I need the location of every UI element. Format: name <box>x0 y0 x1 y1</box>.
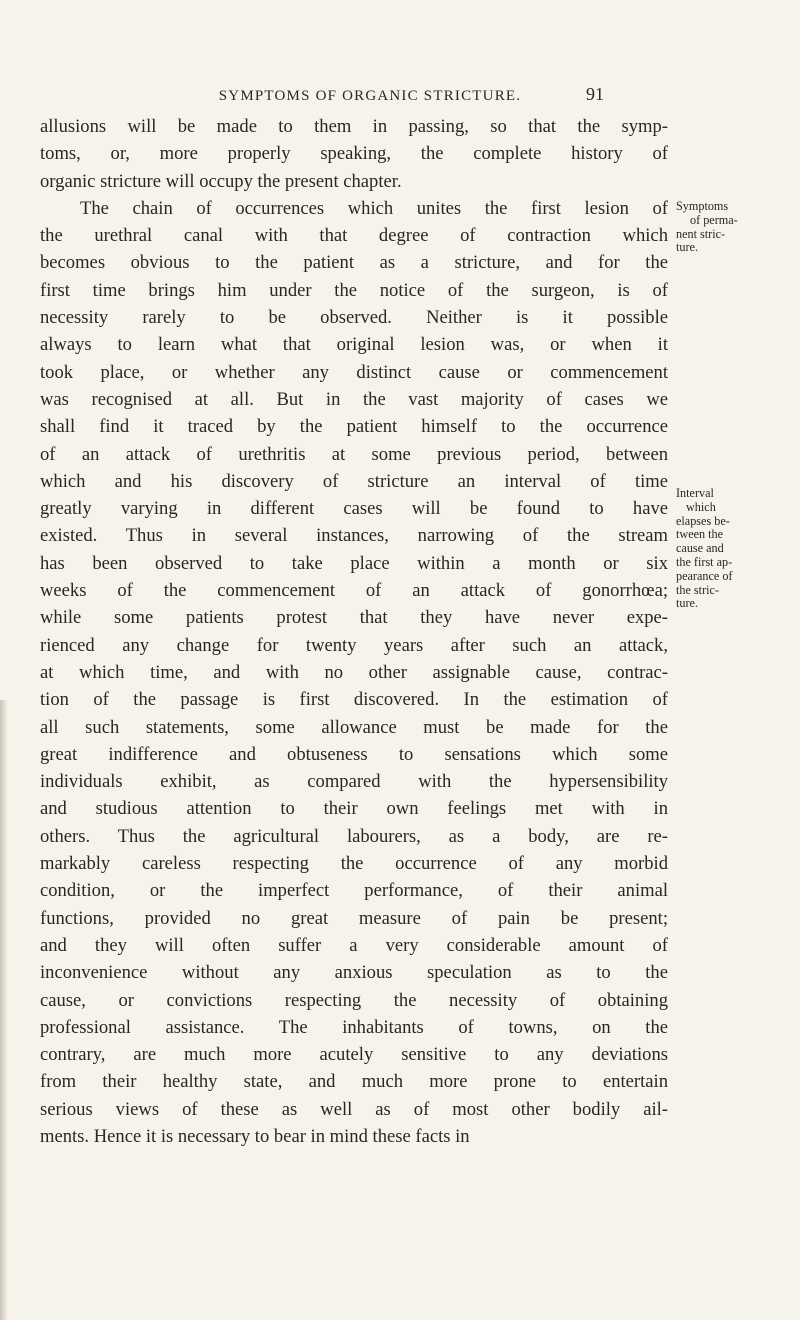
text-line: great indifference and obtuseness to sensations which some <box>40 743 668 765</box>
text-line: functions, provided no great measure of pain be present; <box>40 907 668 929</box>
text-line: ments. Hence it is necessary to bear in mind these facts in <box>40 1125 470 1147</box>
text-line: always to learn what that original lesion was, or when it <box>40 334 668 356</box>
sidenote-line: Interval <box>676 486 714 500</box>
text-line: at which time, and with no other assignable cause, contrac- <box>40 661 668 683</box>
text-line: rienced any change for twenty years after such an attack, <box>40 634 668 656</box>
page-edge-shadow <box>0 700 8 1320</box>
text-line: from their healthy state, and much more prone to entertain <box>40 1071 668 1093</box>
sidenote-symptoms <box>676 200 794 255</box>
text-line: shall find it traced by the patient himself to the occurrence <box>40 416 668 438</box>
text-line: weeks of the commencement of an attack of gonorrhœa; <box>40 580 668 602</box>
text-line: existed. Thus in several instances, narrowing of the stream <box>40 525 668 547</box>
sidenote-line: ture. <box>676 596 698 611</box>
text-line: was recognised at all. But in the vast majority of cases we <box>40 388 668 410</box>
text-line: inconvenience without any anxious speculation as to the <box>40 962 668 984</box>
running-head: SYMPTOMS OF ORGANIC STRICTURE. <box>218 88 522 104</box>
text-line: greatly varying in different cases will be found to have <box>40 498 668 520</box>
text-line: took place, or whether any distinct cause or commencement <box>40 361 668 383</box>
sidenote-interval <box>676 487 794 611</box>
sidenote-line: of perma- <box>690 212 738 227</box>
sidenote-line: nent stric- <box>676 226 726 241</box>
text-line: and they will often suffer a very considerable amount of <box>40 934 668 956</box>
text-line: The chain of occurrences which unites the first lesion of <box>80 197 668 219</box>
text-line: allusions will be made to them in passing, so that the symp- <box>40 116 668 137</box>
sidenote-line: elapses be- <box>676 513 730 528</box>
text-line: cause, or convictions respecting the necessity of obtaining <box>40 989 668 1011</box>
sidenote-line: pearance of <box>676 568 733 583</box>
sidenote-line: the first ap- <box>676 554 733 569</box>
text-line: tion of the passage is first discovered. In the estimation of <box>40 689 668 711</box>
body-text <box>40 113 668 1150</box>
text-line: becomes obvious to the patient as a stricture, and for the <box>40 252 668 274</box>
text-line: toms, or, more properly speaking, the complete history of <box>40 143 668 165</box>
text-line: first time brings him under the notice of the surgeon, is of <box>40 279 668 301</box>
text-line: all such statements, some allowance must be made for the <box>40 716 668 738</box>
text-line: has been observed to take place within a month or six <box>40 552 668 574</box>
sidenote-line: tween the <box>676 527 724 542</box>
text-line: necessity rarely to be observed. Neither is it possible <box>40 307 668 329</box>
text-line: organic stricture will occupy the present chapter. <box>40 170 402 192</box>
sidenote-line: cause and <box>676 541 724 556</box>
text-line: markably careless respecting the occurrence of any morbid <box>40 853 668 875</box>
text-line: others. Thus the agricultural labourers, as a body, are re- <box>40 825 668 847</box>
text-line: condition, or the imperfect performance, of their animal <box>40 880 668 902</box>
text-line: individuals exhibit, as compared with the hypersensibility <box>40 771 668 793</box>
text-line: professional assistance. The inhabitants of towns, on the <box>40 1016 668 1038</box>
sidenote-line: the stric- <box>676 582 719 597</box>
text-line: the urethral canal with that degree of contraction which <box>40 225 668 247</box>
text-line: while some patients protest that they have never expe- <box>40 607 668 629</box>
page-number: 91 <box>586 84 604 104</box>
sidenote-line: ture. <box>676 240 698 255</box>
sidenote-line: Symptoms <box>676 199 729 213</box>
text-line: contrary, are much more acutely sensitive to any deviations <box>40 1044 668 1066</box>
text-line: which and his discovery of stricture an interval of time <box>40 470 668 492</box>
text-line: and studious attention to their own feelings met with in <box>40 798 668 820</box>
text-line: of an attack of urethritis at some previous period, between <box>40 443 668 465</box>
text-line: serious views of these as well as of most other bodily ail- <box>40 1098 668 1120</box>
sidenote-line: which <box>686 499 716 514</box>
